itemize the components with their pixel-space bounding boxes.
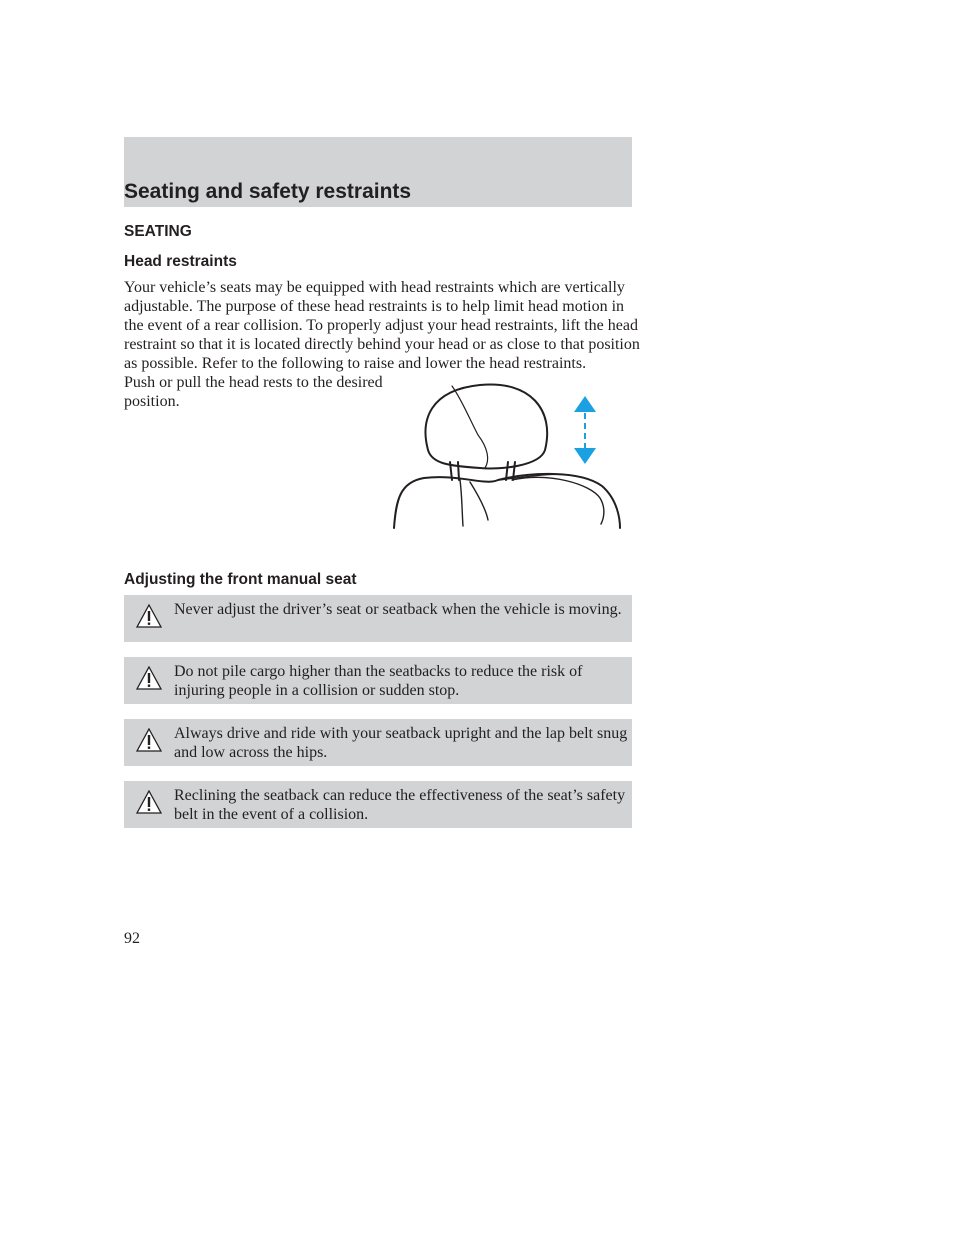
head-restraint-cushion [426,384,548,468]
head-rest-instruction: Push or pull the head rests to the desired position. [124,374,383,410]
warning-text: Do not pile cargo higher than the seatbacks to reduce the risk of injuring people in a collision or sudden stop. [174,663,583,699]
warning-box [124,657,632,704]
seatback-outline [394,474,620,528]
warning-box [124,781,632,828]
warning-box [124,719,632,766]
manual-seat-heading: Adjusting the front manual seat [124,571,357,588]
warning-text: Never adjust the driver’s seat or seatback when the vehicle is moving. [174,601,622,618]
warning-triangle-icon [136,790,162,814]
section-header-title: Seating and safety restraints [124,180,412,203]
warning-triangle-icon [136,666,162,690]
warning-text: Always drive and ride with your seatback upright and the lap belt snug and low across the hips. [174,725,628,761]
page-number: 92 [124,930,140,947]
head-restraints-heading: Head restraints [124,253,237,270]
warning-triangle-icon [136,728,162,752]
seatback-seam-mid [470,482,488,520]
head-restraint-illustration [390,380,630,532]
cushion-seam [452,386,488,468]
head-restraints-paragraph: Your vehicle’s seats may be equipped with head restraints which are vertically adjustable. The purpose of these head restraints is to help limit head motion in the event of a rear collision. To properly adjust your head restraints, lift the head restraint so that it is located directly behind your head or as close to that position as possible. Refer to the following to raise and lower the head restraints. [124,279,640,372]
up-down-arrow-icon [574,396,596,464]
section-heading: SEATING [124,223,192,240]
seatback-seam-right [512,477,604,524]
warning-triangle-icon [136,604,162,628]
seatback-seam-left [460,480,463,526]
warning-text: Reclining the seatback can reduce the effectiveness of the seat’s safety belt in the event of a collision. [174,787,626,823]
warning-box [124,595,632,642]
